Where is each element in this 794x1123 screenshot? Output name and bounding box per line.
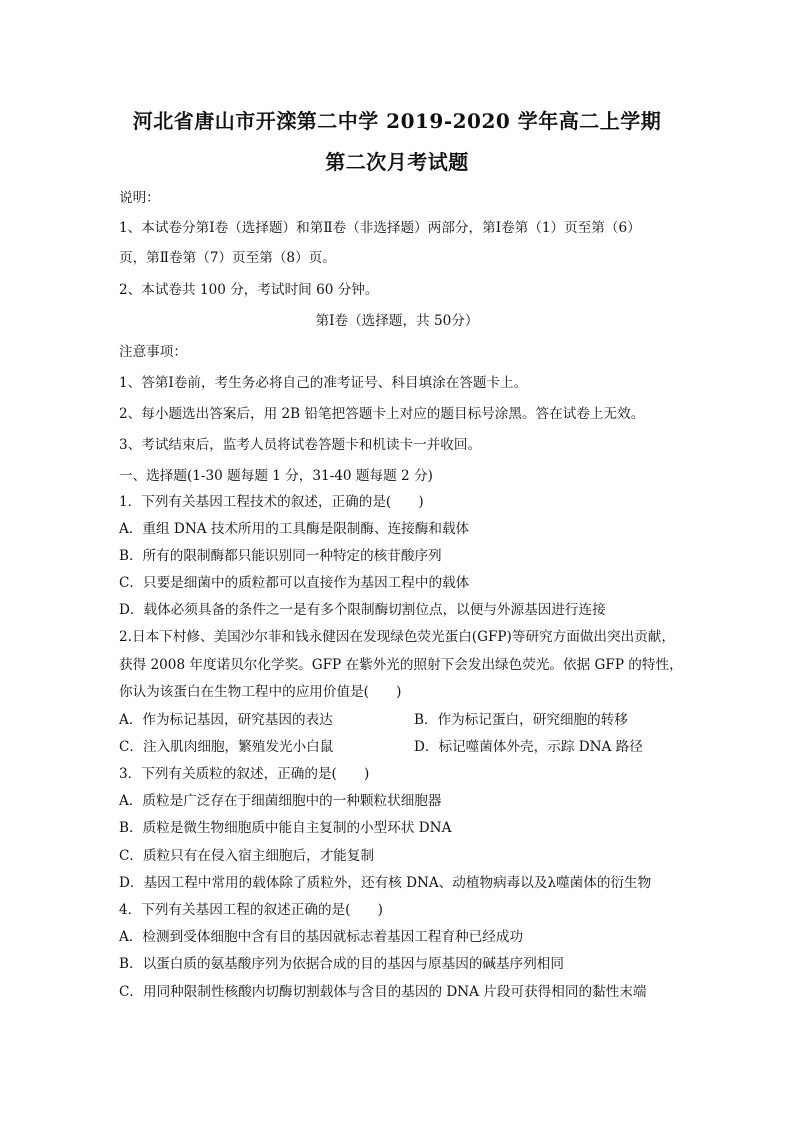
note-2: 2、每小题选出答案后，用 2B 铅笔把答题卡上对应的题目标号涂黑。答在试卷上无效。 <box>119 406 645 422</box>
question-4-stem: 4．下列有关基因工程的叙述正确的是( ) <box>119 902 383 918</box>
instruction-item-1-cont: 页，第Ⅱ卷第（7）页至第（8）页。 <box>119 250 336 266</box>
part-heading: 一、选择题(1-30 题每题 1 分，31-40 题每题 2 分) <box>119 468 433 484</box>
question-2-stem-cont: 获得 2008 年度诺贝尔化学奖。GFP 在紫外光的照射下会发出绿色荧光。依据 GFP 的特性， <box>119 657 683 673</box>
question-1-option-b: B．所有的限制酶都只能识别同一种特定的核苷酸序列 <box>119 548 442 564</box>
question-3-stem: 3．下列有关质粒的叙述，正确的是( ) <box>119 766 370 782</box>
question-4-option-c: C．用同种限制性核酸内切酶切割载体与含目的基因的 DNA 片段可获得相同的黏性末端 <box>119 984 647 1000</box>
question-1-option-a: A．重组 DNA 技术所用的工具酶是限制酶、连接酶和载体 <box>119 521 470 537</box>
instructions-heading: 说明： <box>119 190 160 206</box>
question-2-option-d: D．标记噬菌体外壳，示踪 DNA 路径 <box>414 739 643 755</box>
question-4-option-a: A．检测到受体细胞中含有目的基因就标志着基因工程育种已经成功 <box>119 929 524 945</box>
instruction-item-2: 2、本试卷共 100 分，考试时间 60 分钟。 <box>119 282 379 298</box>
question-3-option-a: A．质粒是广泛存在于细菌细胞中的一种颗粒状细胞器 <box>119 793 442 809</box>
note-1: 1、答第Ⅰ卷前，考生务必将自己的准考证号、科目填涂在答题卡上。 <box>119 375 528 391</box>
question-2-option-a: A．作为标记基因，研究基因的表达 <box>119 712 333 728</box>
question-3-option-c: C．质粒只有在侵入宿主细胞后，才能复制 <box>119 848 375 864</box>
question-2-stem-end: 你认为该蛋白在生物工程中的应用价值是( ) <box>119 684 402 700</box>
question-4-option-b: B．以蛋白质的氨基酸序列为依据合成的目的基因与原基因的碱基序列相同 <box>119 956 564 972</box>
question-1-option-d: D．载体必须具备的条件之一是有多个限制酶切割位点，以便与外源基因进行连接 <box>119 602 606 618</box>
question-3-option-d: D．基因工程中常用的载体除了质粒外，还有核 DNA、动植物病毒以及λ噬菌体的衍生物 <box>119 875 652 891</box>
question-1-stem: 1．下列有关基因工程技术的叙述，正确的是( ) <box>119 494 424 510</box>
question-2-option-c: C．注入肌肉细胞，繁殖发光小白鼠 <box>119 739 334 755</box>
notes-heading: 注意事项： <box>119 344 187 360</box>
question-2-option-b: B．作为标记蛋白，研究细胞的转移 <box>414 712 628 728</box>
question-1-option-c: C．只要是细菌中的质粒都可以直接作为基因工程中的载体 <box>119 575 470 591</box>
question-3-option-b: B．质粒是微生物细胞质中能自主复制的小型环状 DNA <box>119 820 452 836</box>
document-subtitle: 第二次月考试题 <box>325 150 469 174</box>
question-2-stem: 2.日本下村修、美国沙尔菲和钱永健因在发现绿色荧光蛋白(GFP)等研究方面做出突出贡献， <box>119 629 675 645</box>
note-3: 3、考试结束后，监考人员将试卷答题卡和机读卡一并收回。 <box>119 437 482 453</box>
document-title: 河北省唐山市开滦第二中学 2019-2020 学年高二上学期 <box>132 109 662 133</box>
instruction-item-1: 1、本试卷分第Ⅰ卷（选择题）和第Ⅱ卷（非选择题）两部分，第Ⅰ卷第（1）页至第（6） <box>119 220 641 236</box>
section-header: 第Ⅰ卷（选择题，共 50分） <box>315 313 479 329</box>
